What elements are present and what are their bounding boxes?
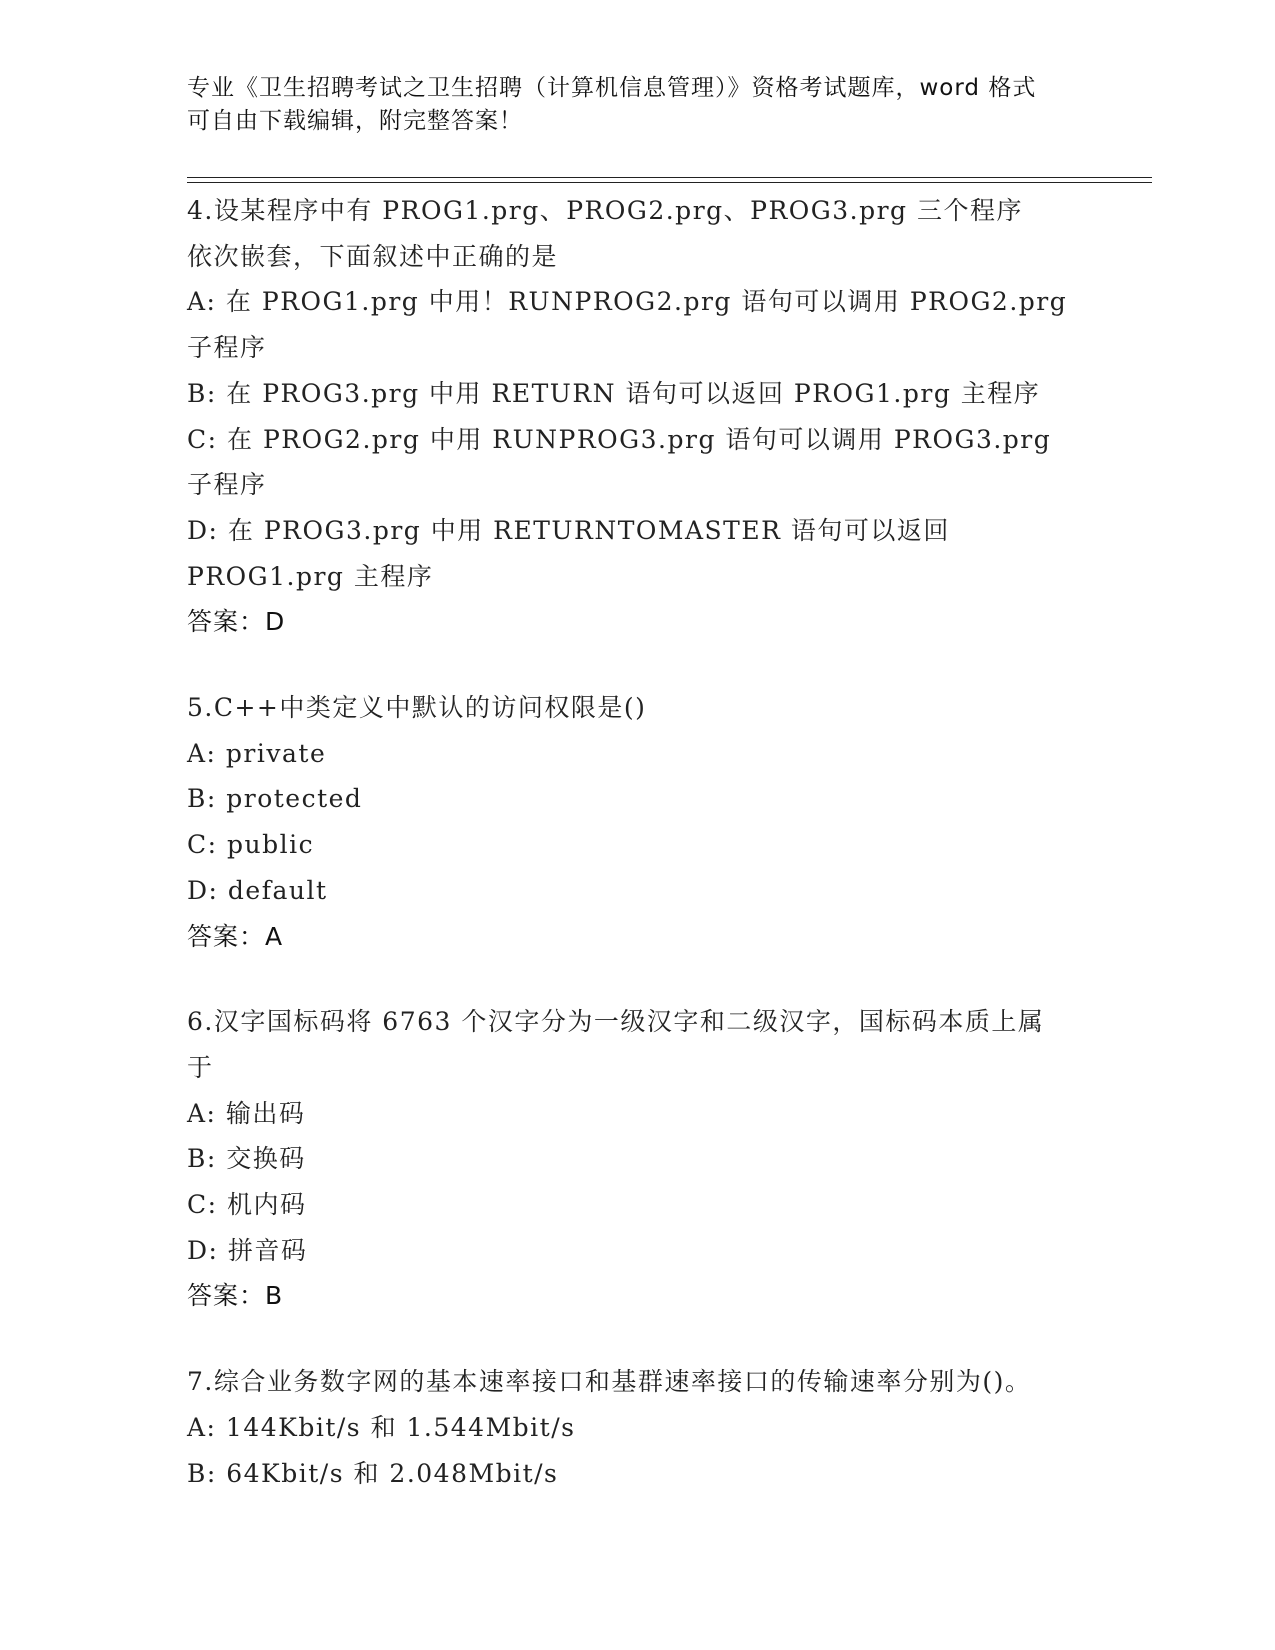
option-b: B: 在 PROG3.prg 中用 RETURN 语句可以返回 PROG1.prg 主程序 (187, 378, 1041, 408)
option-a: A: 输出码 (187, 1098, 306, 1128)
answer-label: 答案：D (187, 607, 286, 637)
option-c: C: 在 PROG2.prg 中用 RUNPROG3.prg 语句可以调用 PROG3.prg 子程序 (187, 424, 1061, 500)
question-text: 6.汉字国标码将 6763 个汉字分为一级汉字和二级汉字，国标码本质上属于 (187, 1007, 1045, 1082)
option-d: D: 在 PROG3.prg 中用 RETURNTOMASTER 语句可以返回 PROG1.prg 主程序 (187, 515, 960, 591)
question-text: 7.综合业务数字网的基本速率接口和基群速率接口的传输速率分别为()。 (187, 1367, 1032, 1397)
header-line-2: 可自由下载编辑，附完整答案！ (187, 108, 523, 134)
question-6 (187, 999, 1087, 1319)
option-b: B: protected (187, 784, 363, 814)
option-a: A: private (187, 738, 327, 768)
answer-label: 答案：B (187, 1281, 284, 1311)
document-header (187, 72, 1067, 138)
header-divider-bottom (187, 182, 1152, 183)
option-c: C: 机内码 (187, 1190, 307, 1220)
option-d: D: 拼音码 (187, 1235, 308, 1265)
question-text: 4.设某程序中有 PROG1.prg、PROG2.prg、PROG3.prg 三个程序依次嵌套，下面叙述中正确的是 (187, 196, 1024, 271)
option-c: C: public (187, 830, 315, 860)
option-a: A: 144Kbit/s 和 1.544Mbit/s (187, 1412, 576, 1442)
header-divider-top (187, 177, 1152, 178)
question-5 (187, 685, 1087, 959)
option-b: B: 交换码 (187, 1144, 306, 1174)
option-d: D: default (187, 875, 328, 905)
option-b: B: 64Kbit/s 和 2.048Mbit/s (187, 1458, 559, 1488)
question-text: 5.C++中类定义中默认的访问权限是() (187, 693, 647, 723)
answer-label: 答案：A (187, 921, 284, 951)
question-list (187, 188, 1087, 1536)
question-4 (187, 188, 1087, 645)
option-a: A: 在 PROG1.prg 中用！RUNPROG2.prg 语句可以调用 PROG2.prg 子程序 (187, 287, 1077, 363)
question-7 (187, 1359, 1087, 1496)
header-line-1: 专业《卫生招聘考试之卫生招聘（计算机信息管理）》资格考试题库，word 格式 (187, 75, 1037, 101)
